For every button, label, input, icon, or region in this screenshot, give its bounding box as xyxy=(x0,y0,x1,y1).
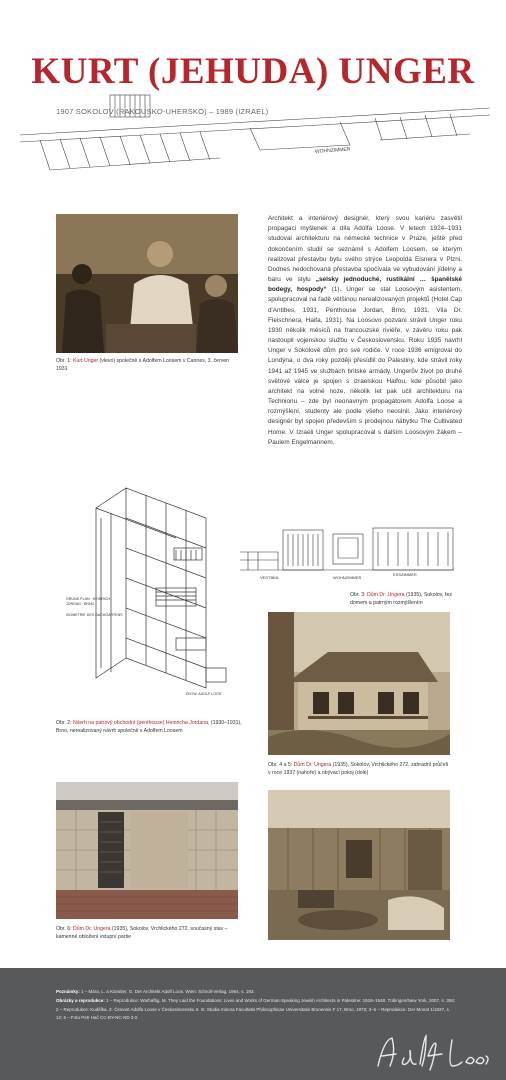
drawing-section-unger-house xyxy=(238,522,456,584)
caption-photos-4-5: Obr. 4 a 5: Dům Dr. Ungera (1935), Sokolov, Vrchlického 272, zahradní průčelí v roce 1937 (nahoře) a obývací pokoj (dole) xyxy=(268,762,449,776)
svg-text:ENTW. ADOLF LOOS: ENTW. ADOLF LOOS xyxy=(186,692,222,696)
drawing-penthouse-jordan xyxy=(56,458,246,714)
svg-text:GRUND PLAN · HEINRICH: GRUND PLAN · HEINRICH xyxy=(66,597,111,601)
footnotes: Poznámky: 1 – Mára, L. a Künstler, G. Der Architekt Adolf Loos. Wien: Schroll-Verlag, 1964, s. 193. xyxy=(56,989,255,994)
caption-photo-1: Obr. 1: Kurt Unger (vlevo) společně s Adolfem Loosem v Cannes, 3. červen 1931 xyxy=(56,358,230,372)
photo-entrance-stone-cladding xyxy=(56,782,238,919)
caption-photo-6: Obr. 6: Dům Dr. Ungera (1935), Sokolov, Vrchlického 272, současný stav – kamenné obložení vstupní partie xyxy=(56,926,228,940)
svg-text:WOHNZIMMER: WOHNZIMMER xyxy=(333,575,362,580)
svg-text:ISOMETRIE DES DACHGARTENS: ISOMETRIE DES DACHGARTENS xyxy=(66,613,123,617)
floorplan-sketch-header xyxy=(20,90,490,190)
caption-drawing-3: Obr. 3: Dům Dr. Ungera (1935), Sokolov, řez domem a patrným rozmýšlením xyxy=(350,592,452,606)
lifespan-subtitle: 1907 SOKOLOV (RAKOUSKO-UHERSKO) – 1989 (IZRAEL) xyxy=(56,107,269,116)
biography-text: Architekt a interiérový designér, který svou kariéru zasvětil propagaci myšlenek a díla Adolfa Loose. V letech 1924–1931 studoval architekturu na německé technice v Praze, ještě před dokončením studií se seznámil s Adolfem Loosem, se kterým realizoval přestavbu bytu svého strýce Leopolda Eisnera v Plzni. Dodnes nedochovaná přestavba spočívala ve vybudování jídelny a baru ve stylu „selsky jednoduché, rustikální … španělské bodegy, hospody“ (1). Unger se stal Loosovým asistentem, spolupracoval na řadě většinou nerealizovaných projektů (Hotel Cap d'Antibes, 1931, Penthouse Jordan, Brno, 1931, Vila Dr. Fleischnera, Haifa, 1931). Na Loosovo pozvání strávil Unger roku 1930 několik měsíců na francouzské riviéře, v závěru roku pak nastoupil vojenskou službu v Československu. Roku 1935 navrhl Unger v Sokolově dům pro své rodiče. V roce 1936 emigroval do Londýna, o dva roky později přesídlil do Palestiny, kde strávil roky 1941 až 1945 ve službách britské armády. Ungerův život po druhé světové válce je spojen s izraelskou Haifou, kde působil jako architekt na volné noze, několik let pak učil architekturu na Technionu – zde byl neúnavným propagátorem Adolfa Loose a rozmýšlení, studenty ale podle všeho neoslnil. Jako interiérový designér byl spojen především s prodejnou nábytku The Cultivated Home. V Izraeli Unger spolupracoval s dalším Loosovým žákem – Paulem Engelmannem. xyxy=(268,215,462,446)
photo-garden-facade xyxy=(268,612,450,755)
page-title: KURT (JEHUDA) UNGER xyxy=(31,51,475,92)
photo-living-room xyxy=(268,790,450,940)
svg-text:VESTIBÜL: VESTIBÜL xyxy=(260,575,280,580)
sketch-label: WOHNZIMMER xyxy=(314,146,351,155)
svg-text:ESSZIMMER: ESSZIMMER xyxy=(393,572,417,577)
image-credits: Obrázky a reprodukce: 1 – Reprodukce: Warhaftig, M. They Laid the Foundations: Lives and Works of German-Speaking Jewish Architects in Palestine: 1918–1948. Tübingen/New York, 2007, s. 356; 2 – Reprodukce: Kudělka, Z. Činnost Adolfa Loose v Československu II. In: Studia minora Facultatis Philosophicae Universitatis Brunensis F 17, Brno, 1973; 3–5 – Reprodukce: Der Monat 1/1937, s. 12; 6 – Foto Petr Hač CC-BY-NC-ND 3.0. xyxy=(56,997,456,1021)
svg-text:JORDAN · BRNO: JORDAN · BRNO xyxy=(66,602,95,606)
photo-unger-and-loos xyxy=(56,214,238,353)
adolf-loos-signature xyxy=(370,1030,490,1074)
caption-drawing-2: Obr. 2: Návrh na patrový obchodní (penthouse) Heinricha Jordana, (1930–1931), Brno, nerealizovaný návrh společně s Adolfem Loosem xyxy=(56,720,242,734)
